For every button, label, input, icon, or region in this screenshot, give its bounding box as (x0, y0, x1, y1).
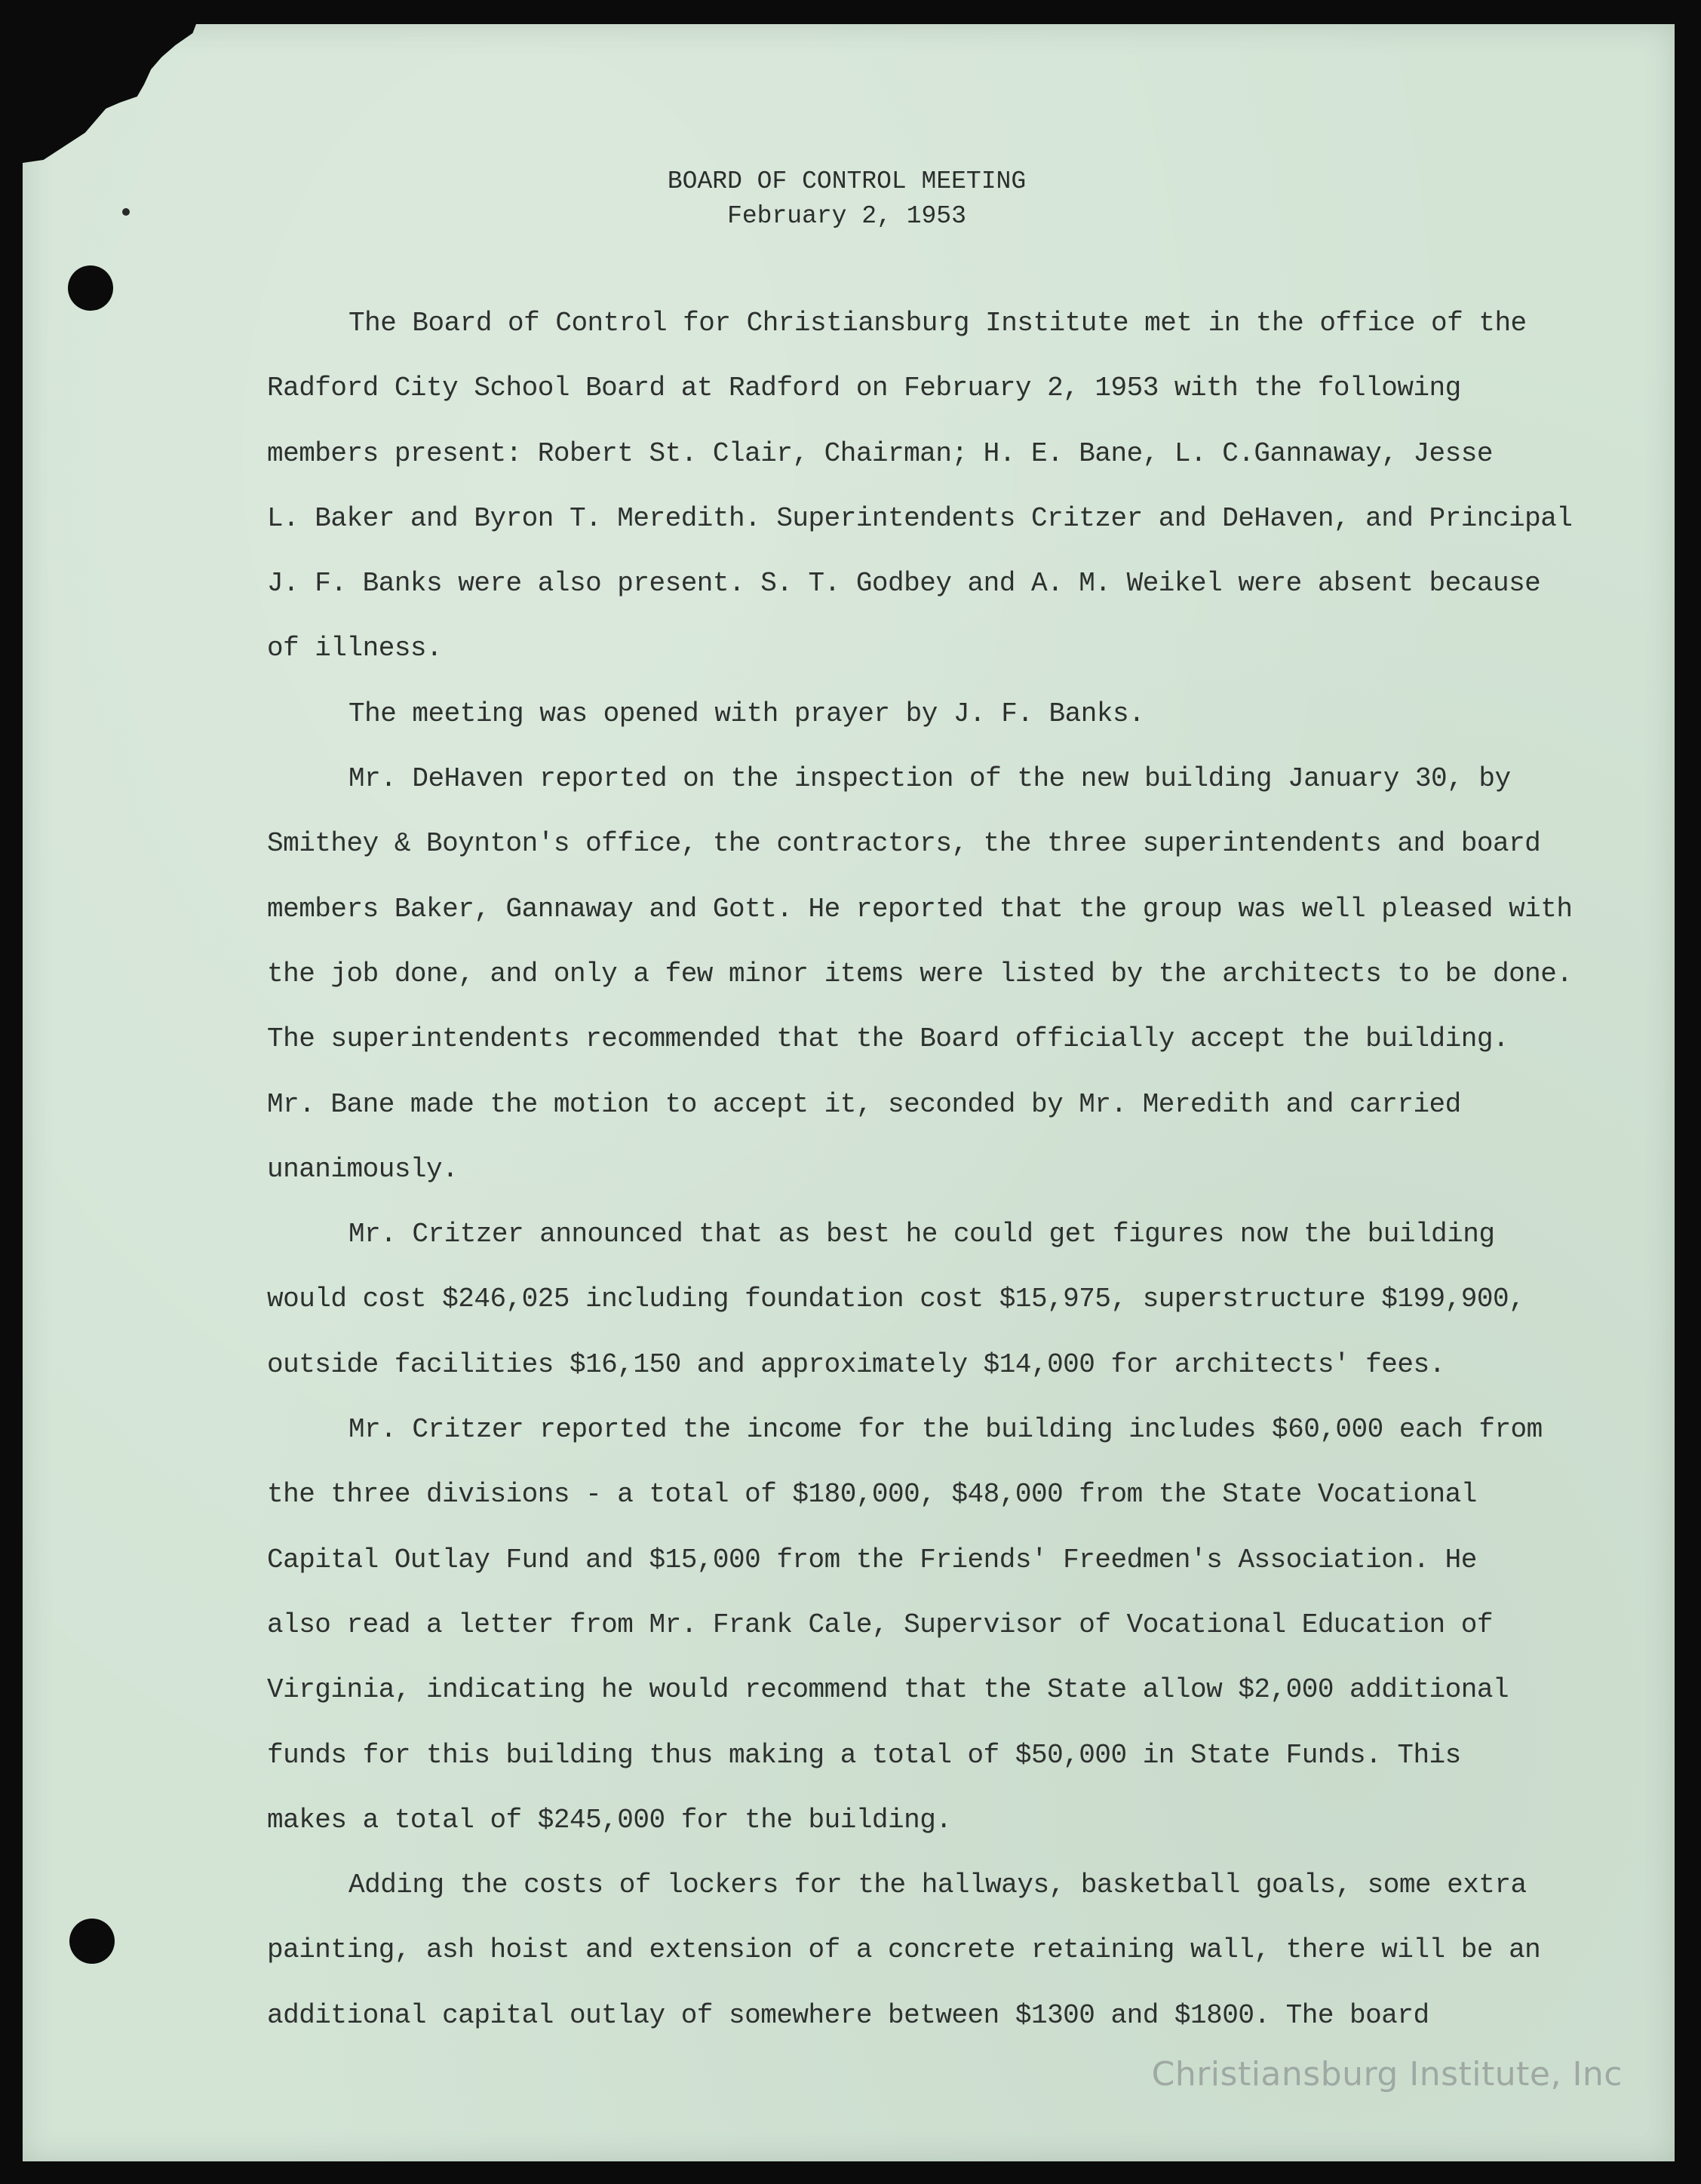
text-line: outside facilities $16,150 and approximately $14,000 for architects' fees. (267, 1348, 1445, 1380)
document-heading (0, 164, 1701, 234)
text-line: Virginia, indicating he would recommend that the State allow $2,000 additional (267, 1674, 1509, 1706)
text-line: painting, ash hoist and extension of a concrete retaining wall, there will be an (267, 1934, 1541, 1966)
text-line: The Board of Control for Christiansburg Institute met in the office of the (348, 308, 1527, 339)
text-line: Mr. Bane made the motion to accept it, seconded by Mr. Meredith and carried (267, 1088, 1461, 1120)
text-line: would cost $246,025 including foundation cost $15,975, superstructure $199,900, (267, 1284, 1525, 1315)
text-line: of illness. (267, 633, 443, 664)
text-line: Capital Outlay Fund and $15,000 from the Friends' Freedmen's Association. He (267, 1544, 1477, 1575)
text-line: The meeting was opened with prayer by J. F. Banks. (348, 698, 1145, 729)
document-title: BOARD OF CONTROL MEETING (667, 167, 1027, 195)
text-line: Smithey & Boynton's office, the contractors, the three superintendents and board (267, 828, 1541, 860)
text-line: unanimously. (267, 1153, 459, 1185)
punch-hole-top (68, 265, 113, 311)
text-line: members present: Robert St. Clair, Chairman; H. E. Bane, L. C.Gannaway, Jesse (267, 437, 1493, 469)
text-line: makes a total of $245,000 for the building. (267, 1804, 952, 1836)
document-body (267, 291, 1632, 2048)
text-line: L. Baker and Byron T. Meredith. Superintendents Critzer and DeHaven, and Principal (267, 502, 1573, 534)
text-line: Radford City School Board at Radford on February 2, 1953 with the following (267, 373, 1461, 404)
text-line: Mr. Critzer announced that as best he could get figures now the building (348, 1219, 1495, 1250)
text-line: funds for this building thus making a total of $50,000 in State Funds. This (267, 1739, 1461, 1771)
text-line: members Baker, Gannaway and Gott. He reported that the group was well pleased with (267, 893, 1573, 925)
text-line: Mr. DeHaven reported on the inspection of the new building January 30, by (348, 763, 1511, 795)
document-date: February 2, 1953 (727, 202, 966, 230)
watermark: Christiansburg Institute, Inc (1151, 2055, 1623, 2094)
text-line: Adding the costs of lockers for the hallways, basketball goals, some extra (348, 1870, 1527, 1901)
text-line: additional capital outlay of somewhere between $1300 and $1800. The board (267, 1999, 1429, 2031)
text-line: the job done, and only a few minor items were listed by the architects to be done. (267, 958, 1573, 989)
punch-hole-bottom (69, 1919, 115, 1964)
text-line: Mr. Critzer reported the income for the building includes $60,000 each from (348, 1414, 1543, 1446)
text-line: also read a letter from Mr. Frank Cale, Supervisor of Vocational Education of (267, 1609, 1493, 1640)
text-line: J. F. Banks were also present. S. T. Godbey and A. M. Weikel were absent because (267, 568, 1541, 600)
text-line: the three divisions - a total of $180,000, $48,000 from the State Vocational (267, 1479, 1477, 1511)
text-line: The superintendents recommended that the Board officially accept the building. (267, 1023, 1509, 1055)
